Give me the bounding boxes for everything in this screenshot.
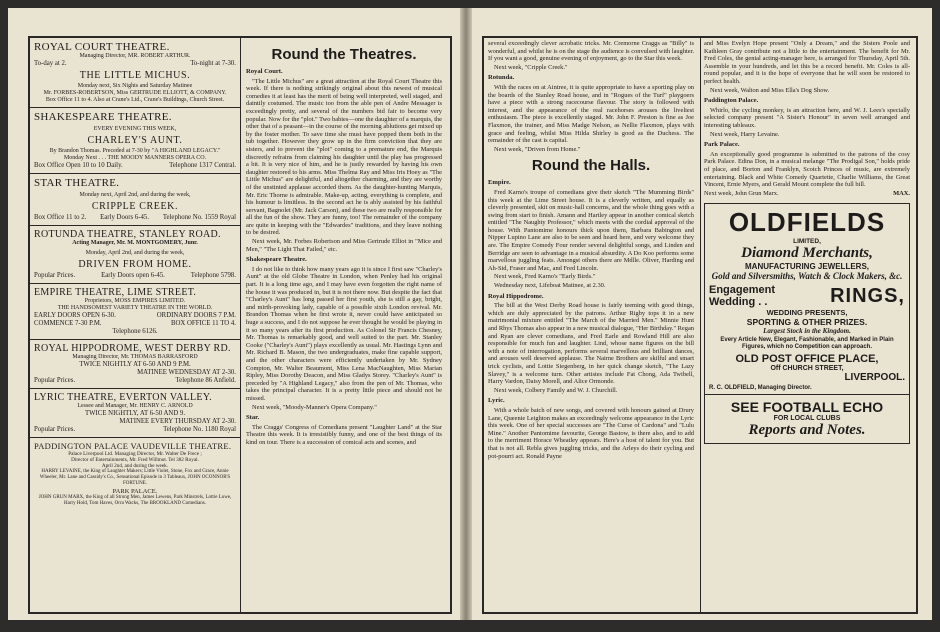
ad-show-title: DRIVEN FROM HOME.	[78, 259, 192, 270]
ad-time: COMMENCE 7-30 P.M.	[34, 320, 102, 327]
section-label: Park Palace.	[704, 141, 740, 149]
ad-manager: Managing Director, MR. ROBERT ARTHUR.	[79, 53, 191, 59]
ad-time: To-night at 7-30.	[190, 60, 236, 67]
ad-telephone: Telephone 86 Anfield.	[175, 377, 236, 384]
advert-address: OLD POST OFFICE PLACE,	[735, 353, 879, 366]
ad-note: April 2nd, and during the week.	[101, 463, 169, 469]
ad-matinee: MATINEE WEDNESDAY AT 2-30.	[137, 369, 236, 376]
article-paragraph: Whirlo, the cycling monkey, is an attraction here, and W. J. Lees's specially selected company present "A Sister's Honour" in seven well arranged and interesting tableaux.	[704, 106, 910, 129]
ad-manager: Acting Manager, Mr. M. MONTGOMERY, Junr.	[72, 240, 198, 246]
ad-rotunda	[30, 226, 240, 284]
right-column	[704, 40, 910, 608]
football-echo-advert	[704, 395, 910, 444]
ad-box-office: Box Office 11 to 2.	[34, 214, 87, 221]
advert-line: Largest Stock in the Kingdom.	[763, 327, 851, 336]
ad-title: ROYAL HIPPODROME, WEST DERBY RD.	[34, 343, 231, 354]
article-paragraph: An exceptionally good programme is submitted to the patrons of the cosy Park Palace. Edina Don, in a musical melange "The Prodigal Son," holds pride of place, and Borton and Franklyn, Scotch Princes of music, are extremely entertaining. Black and White Comedy Quartette, Charlie Williams, the Great Vincent, Ernie Myers, and Gerald Mount complete the full bill.	[704, 150, 910, 189]
advert-address: Off CHURCH STREET,	[770, 365, 844, 373]
advert-line: Reports and Notes.	[748, 422, 866, 439]
ad-note: EVERY EVENING THIS WEEK,	[93, 126, 177, 132]
article-paragraph: Next week, "Moody-Manner's Opera Company."	[252, 403, 377, 411]
article-paragraph: "The Little Michus" are a great attraction at the Royal Court Theatre this week. If there is nothing strikingly original about this newest of musical comedies it at least has the merit of being well interpreted, well staged, and daintily costumed. The music too from the able pen of Andre Messager is exceedingly pretty, and several of the numbers bid fair to become very popular. Now for the "plot." Two babies—one the daughter of a marquis, the other that of a peasant—in the course of the morning ablutions get mixed up by the foster mother. To save time she must have popped them both in the tub together. However they grow up in the firm conviction that they are sisters, and to prevent the "plot" coming to a premature end, the Marquis discreetly refrains from claiming his daughter until the play has progressed a bit. It is very nice of him, and he is justly rewarded by having his own daughter restored to his arms. Miss Thelma Ray and Miss Iris Hoey as "The Little Michus" are delightful, and altogether charming, and they are worthy of the unstinted applause accorded them. As the daughter-hunting Marquis, Mr. Eric Thorne is admirable. Make-up, acting, everything is complete, and his humour is limitless. In the second act he is ably assisted by his faithful servant, Bagnolet (Mr. Jack Carson), and these two are really responsible for all the fun of the show. They are funny, too! The remainder of the company are quite in keeping with the "Edwardes" traditions, and they leave nothing to be desired.	[246, 77, 442, 237]
column-divider	[700, 38, 701, 612]
ad-shakespeare	[30, 108, 240, 174]
ad-note: THE HANDSOMEST VARIETY THEATRE IN THE WORLD.	[57, 305, 213, 311]
ad-prices: Popular Prices.	[34, 426, 76, 433]
ad-box-office: BOX OFFICE 11 TO 4.	[170, 320, 236, 327]
ad-title: LYRIC THEATRE, EVERTON VALLEY.	[34, 392, 212, 403]
article-paragraph: Wednesday next, Lifeboat Matinee, at 2.30.	[494, 282, 606, 290]
advert-line: MANUFACTURING JEWELLERS,	[745, 262, 869, 272]
ad-programme: JOHN GRUN MARX, the King of all Strong Men, James Lewens, Park Minstrels, Lottie Lowe, Harry Hold, Tom Haves, Orra Wacks, The BROOKLAND Comedians.	[38, 495, 232, 506]
ad-show-title: CRIPPLE CREEK.	[91, 201, 179, 212]
page-gutter	[460, 8, 472, 620]
ad-title: PADDINGTON PALACE VAUDEVILLE THEATRE.	[34, 441, 232, 451]
advert-line: R. C. OLDFIELD, Managing Director.	[709, 385, 812, 392]
advert-line: SPORTING & OTHER PRIZES.	[746, 317, 868, 328]
ad-prices: Popular Prices.	[34, 377, 76, 384]
article-heading: Round the Halls.	[531, 157, 651, 175]
ad-manager: Director of Entertainments, Mr. Fred Willmot. Tel 382 Royal.	[71, 457, 199, 463]
ad-title: EMPIRE THEATRE, LIME STREET.	[34, 287, 197, 298]
article-paragraph: Next week, Harry Levaine.	[710, 130, 780, 138]
ad-manager: Lessee and Manager, Mr. HENRY C. ARNOLD	[77, 403, 193, 409]
ad-doors: Early Doors 6-45.	[100, 214, 150, 221]
advert-address: LIVERPOOL.	[844, 372, 905, 384]
section-label: Star.	[246, 414, 260, 422]
ad-time: TWICE NIGHTLY, AT 6-50 AND 9.	[84, 410, 186, 417]
ad-empire	[30, 284, 240, 340]
section-label: Royal Court.	[246, 68, 283, 75]
ad-note: Monday next, April 2nd, and during the week,	[79, 192, 191, 198]
article-paragraph: With the races on at Aintree, it is quite appropriate to have a sporting play on the boards of the Stanley Road house, and in "Rogues of the Turf" playgoers have a piece with a strong racecourse flavour. The story is followed with interest, and the appearance of the real racehorses arouses the liveliest enthusiasm. The piece is excellently staged. Mr. John F. Preston is fine as Joe Flaxmon, the trainer, and Miss Madge Nelson, as Nellie Flaxmon, plays with grace and feeling, whilst Miss Hilda Shirley is good as the Duchess. The remainder of the cast is capital.	[488, 83, 694, 145]
ad-lyric	[30, 389, 240, 438]
ad-programme: HARRY LEVAINE, the King of Laughter Makers; Little Violet, Stone, Fox and Grace, Annie Wheeler, Mr. Lane and Cassidy's Co., Sensational Episode in 3 Tableaux, JOHN OCONNOR'S FORTUNE.	[39, 469, 231, 486]
advert-line: Diamond Merchants,	[741, 245, 873, 262]
ad-note: Monday, April 2nd, and during the week,	[85, 250, 185, 256]
column-divider	[240, 38, 241, 612]
ad-note: Monday Next . . . THE MOODY MANNERS OPERA CO.	[63, 155, 207, 161]
ad-doors: Early Doors open 6-45.	[101, 272, 165, 279]
article-heading: Round the Theatres.	[271, 46, 417, 63]
article-paragraph: With a whole batch of new songs, and covered with honours gained at Drury Lane, Queenie Leighton makes an exceedingly welcome appearance in the Lyric this week. One of her special successes are "The Curse of Cardona" and "Lulu Mine." Another Pantomime favourite, George Bastow, is there also, and to add to the merriment Horace Wheatley appears. Here's a host of talent for you. But that is not all. Rebla gives juggling tricks, and the Arleys do their cycling and pot-pourri act. Ronald Payne	[488, 406, 694, 460]
ad-cast: Mr. FORBES-ROBERTSON, Miss GERTRUDE ELLIOTT, & COMPANY.	[43, 90, 227, 96]
article-paragraph: Next week, Walton and Miss Ella's Dog Show.	[710, 86, 830, 94]
article-paragraph: several exceedingly clever acrobatic tricks. Mr. Cremorne Craggs as "Billy" is wonderful, and whilst he is on the stage the audience is convulsed with laughter. If you want a good, genuine evening of enjoyment, go to the Star this week.	[488, 40, 694, 63]
ad-star	[30, 174, 240, 226]
ad-telephone: Telephone 5798.	[190, 272, 236, 279]
ad-title: STAR THEATRE.	[34, 177, 120, 189]
advert-brand: OLDFIELDS	[728, 207, 886, 238]
ad-manager: Managing Director, Mr. THOMAS BARRASFORD	[72, 354, 198, 360]
article-paragraph: The Craggs' Congress of Comedians present "Laughter Land" at the Star Theatre this week. It is irresistibly funny, and one of the best things of its kind on tour. There is a succession of comical acts and scenes, and	[246, 423, 442, 446]
advert-line: Gold and Silversmiths, Watch & Clock Makers, &c.	[711, 271, 903, 282]
ad-box-office: Box Office 11 to 4. Also at Crane's Ltd., Crane's Buildings, Church Street.	[45, 97, 225, 103]
section-label: Rotunda.	[488, 74, 515, 82]
ad-royal-court	[30, 38, 240, 108]
ad-show-title: THE LITTLE MICHUS.	[79, 70, 191, 81]
advert-line: LIMITED,	[793, 238, 821, 246]
advert-title: SEE FOOTBALL ECHO	[730, 399, 884, 416]
ad-manager: Palace Liverpool Ltd. Managing Director, Mr. Walter De Frece ;	[68, 451, 202, 457]
right-page	[472, 8, 932, 620]
section-label: Empire.	[488, 179, 511, 187]
ad-title: SHAKESPEARE THEATRE.	[34, 111, 172, 123]
ad-hippodrome	[30, 340, 240, 389]
article-paragraph: I do not like to think how many years ago it is since I first saw "Charley's Aunt" at the old Globe Theatre in London, when Penley had his original part. It is a long time ago, and I may have even forgotten the right name of the house it was produced in, but it is not there now. But despite the fact that "Charley's Aunt" has long passed her first youth, she is still a gay, bright, and mirth-provoking lady, capable of a possible sixth London revival. Mr. Brandon Thomas when he first wrote it, never could have anticipated so huge a success, and I do not suppose he ever thought he would be playing in it so many years after its first production. As Colonel Sir Francis Chesney, Mr. Thomas is remarkably good, and well suited to the part. Mr. Stanley Cooke ("Charley's Aunt") plays excellently as usual. Mr. Hastings Lynn and Mr. Richard B. Mason, the two undergraduates, make fine capable support, and the other characters were efficiently undertaken by Mr. Sydney Compton, Mr. Walter Beaumont, Miss Lena MacNaughten, Miss Marian Ripley, Miss Dorothy Deacon, and Miss Gladys Storey. "Charley's Aunt" is preceded by "A Highland Legacy," also from the pen of Mr. Thomas, who takes the principal character. It is a pretty little piece and should not be missed.	[246, 265, 442, 402]
article-paragraph: Next week, Colbery Family and W. J. Churchill.	[494, 386, 618, 394]
ad-note: Monday next, Six Nights and Saturday Matinee	[77, 83, 193, 89]
ad-paddington	[30, 438, 240, 507]
theatre-ads-column	[30, 38, 240, 610]
article-paragraph: Next week, Mr. Forbes Robertson and Miss Gertrude Elliot in "Mice and Men," "The Light That Failed," etc.	[246, 238, 442, 253]
article-paragraph: Fred Karno's troupe of comedians give their sketch "The Mumming Birds" this week at the Lime Street house. It is a cleverly written, and equally as cleverly presented, skit on music-hall concerns, and the whole thing goes with a swing from start to finish. Amann and Hartley appear in another comical sketch entitled "The Naughty Professor," which meets with the cordial approval of the house. With Pantomime honours thick upon them, Barbara Babington and Nipper Lupino Lane are also to be seen and heard here, and very welcome they are. The Empire Comedy Four render several delightful songs, and Linden and Berridge are seen to advantage in a musical absurdity. A Do Koo performs some marvellous juggling feats. Amongst others there are Mdlle. Oliver, Harding and Ah-Sid, Fraser and Mac, and Fred Lincoln.	[488, 188, 694, 272]
article-paragraph: Next week, "Driven from Home."	[494, 145, 581, 153]
ad-box-office: Box Office Open 10 to 10 Daily.	[34, 162, 123, 169]
advert-rings: RINGS,	[830, 285, 905, 308]
ad-telephone: Telephone 1317 Central.	[169, 162, 236, 169]
section-label: Royal Hippodrome.	[488, 292, 544, 300]
advert-line: Engagement	[709, 284, 776, 297]
article-paragraph: Next week, "Cripple Creek."	[494, 63, 568, 71]
ad-doors: ORDINARY DOORS 7 P.M.	[156, 312, 236, 319]
ad-time: TWICE NIGHTLY AT 6-50 AND 9 P.M.	[79, 361, 191, 368]
ad-show-title: CHARLEY'S AUNT.	[87, 135, 183, 146]
round-the-theatres-column	[246, 42, 442, 608]
ad-manager: Proprietors, MOSS EMPIRES LIMITED.	[84, 298, 186, 304]
round-the-halls-column	[488, 40, 694, 608]
ad-title: PARK PALACE.	[112, 488, 158, 495]
section-label: Paddington Palace.	[704, 97, 759, 105]
section-label: Shakespeare Theatre.	[246, 256, 307, 264]
advert-line: Every Article New, Elegant, Fashionable, and Marked in Plain Figures, which no Competition can approach.	[720, 337, 894, 351]
advert-line: FOR LOCAL CLUBS	[773, 415, 841, 423]
ad-title: ROTUNDA THEATRE, STANLEY ROAD.	[34, 229, 221, 240]
left-page	[8, 8, 460, 620]
article-paragraph: Next week, Fred Karno's "Early Birds."	[494, 273, 596, 281]
oldfields-advert	[704, 203, 910, 395]
advert-line: Wedding . .	[709, 296, 768, 309]
ad-telephone: Telephone 6126.	[112, 328, 158, 335]
author-signature: MAX.	[893, 189, 910, 197]
ad-telephone: Telephone No. 1559 Royal	[162, 214, 236, 221]
ad-matinee: MATINEE EVERY THURSDAY AT 2-30.	[119, 418, 236, 425]
ad-telephone: Telephone No. 1180 Royal	[163, 426, 236, 433]
advert-line: WEDDING PRESENTS,	[766, 308, 848, 318]
article-paragraph: Next week, John Grun Marx.	[704, 189, 779, 197]
article-paragraph: and Miss Evelyn Hope present "Only a Dream," and the Sisters Poole and Kathleen Gray contribute not a little to the entertainment. The benefit for Mr. Fred Coles, the genial acting-manager here, is arranged for Thursday, April 5th. Assemble in your hundreds, and let this be a record benefit. Mr. Coles is all-round popular, and it is the hope of everyone that he will soon be restored to perfect health.	[704, 40, 910, 85]
section-label: Lyric.	[488, 397, 505, 405]
ad-doors: EARLY DOORS OPEN 6-30.	[34, 312, 116, 319]
ad-note: By Brandon Thomas. Preceded at 7-30 by "A HIGHLAND LEGACY."	[49, 148, 221, 154]
ad-title: ROYAL COURT THEATRE.	[34, 41, 170, 53]
ad-prices: Popular Prices.	[34, 272, 76, 279]
ad-time: To-day at 2.	[34, 60, 67, 67]
article-paragraph: The bill at the West Derby Road house is fairly teeming with good things, which are duly appreciated by the patrons. Arthur Rigby tops it in a new matrimonial mixture entitled "The March of the Married Men." Minnie Hunt and Rhys Thomas also appear in a new musical dialogue, "Her Birthday." Regan and Ryan are clever comedians, and Fred Earle and Rowland Hill are also responsible for much fun and laughter. Lind, whose name figures on the bill with a note of interrogation, performs several marvellous and brilliant dances, and arouses well deserved applause. The Nairne Brothers are skilful and smart trick cyclists, and Lottie Siegenberg, in her quick change sketch, "The Lazy Slavey," is a welcome turn. Other artistes include Fat Chong, Ada Twibell, Harry Vardon, Daisy Morell, and Alice Ormonde.	[488, 302, 694, 386]
